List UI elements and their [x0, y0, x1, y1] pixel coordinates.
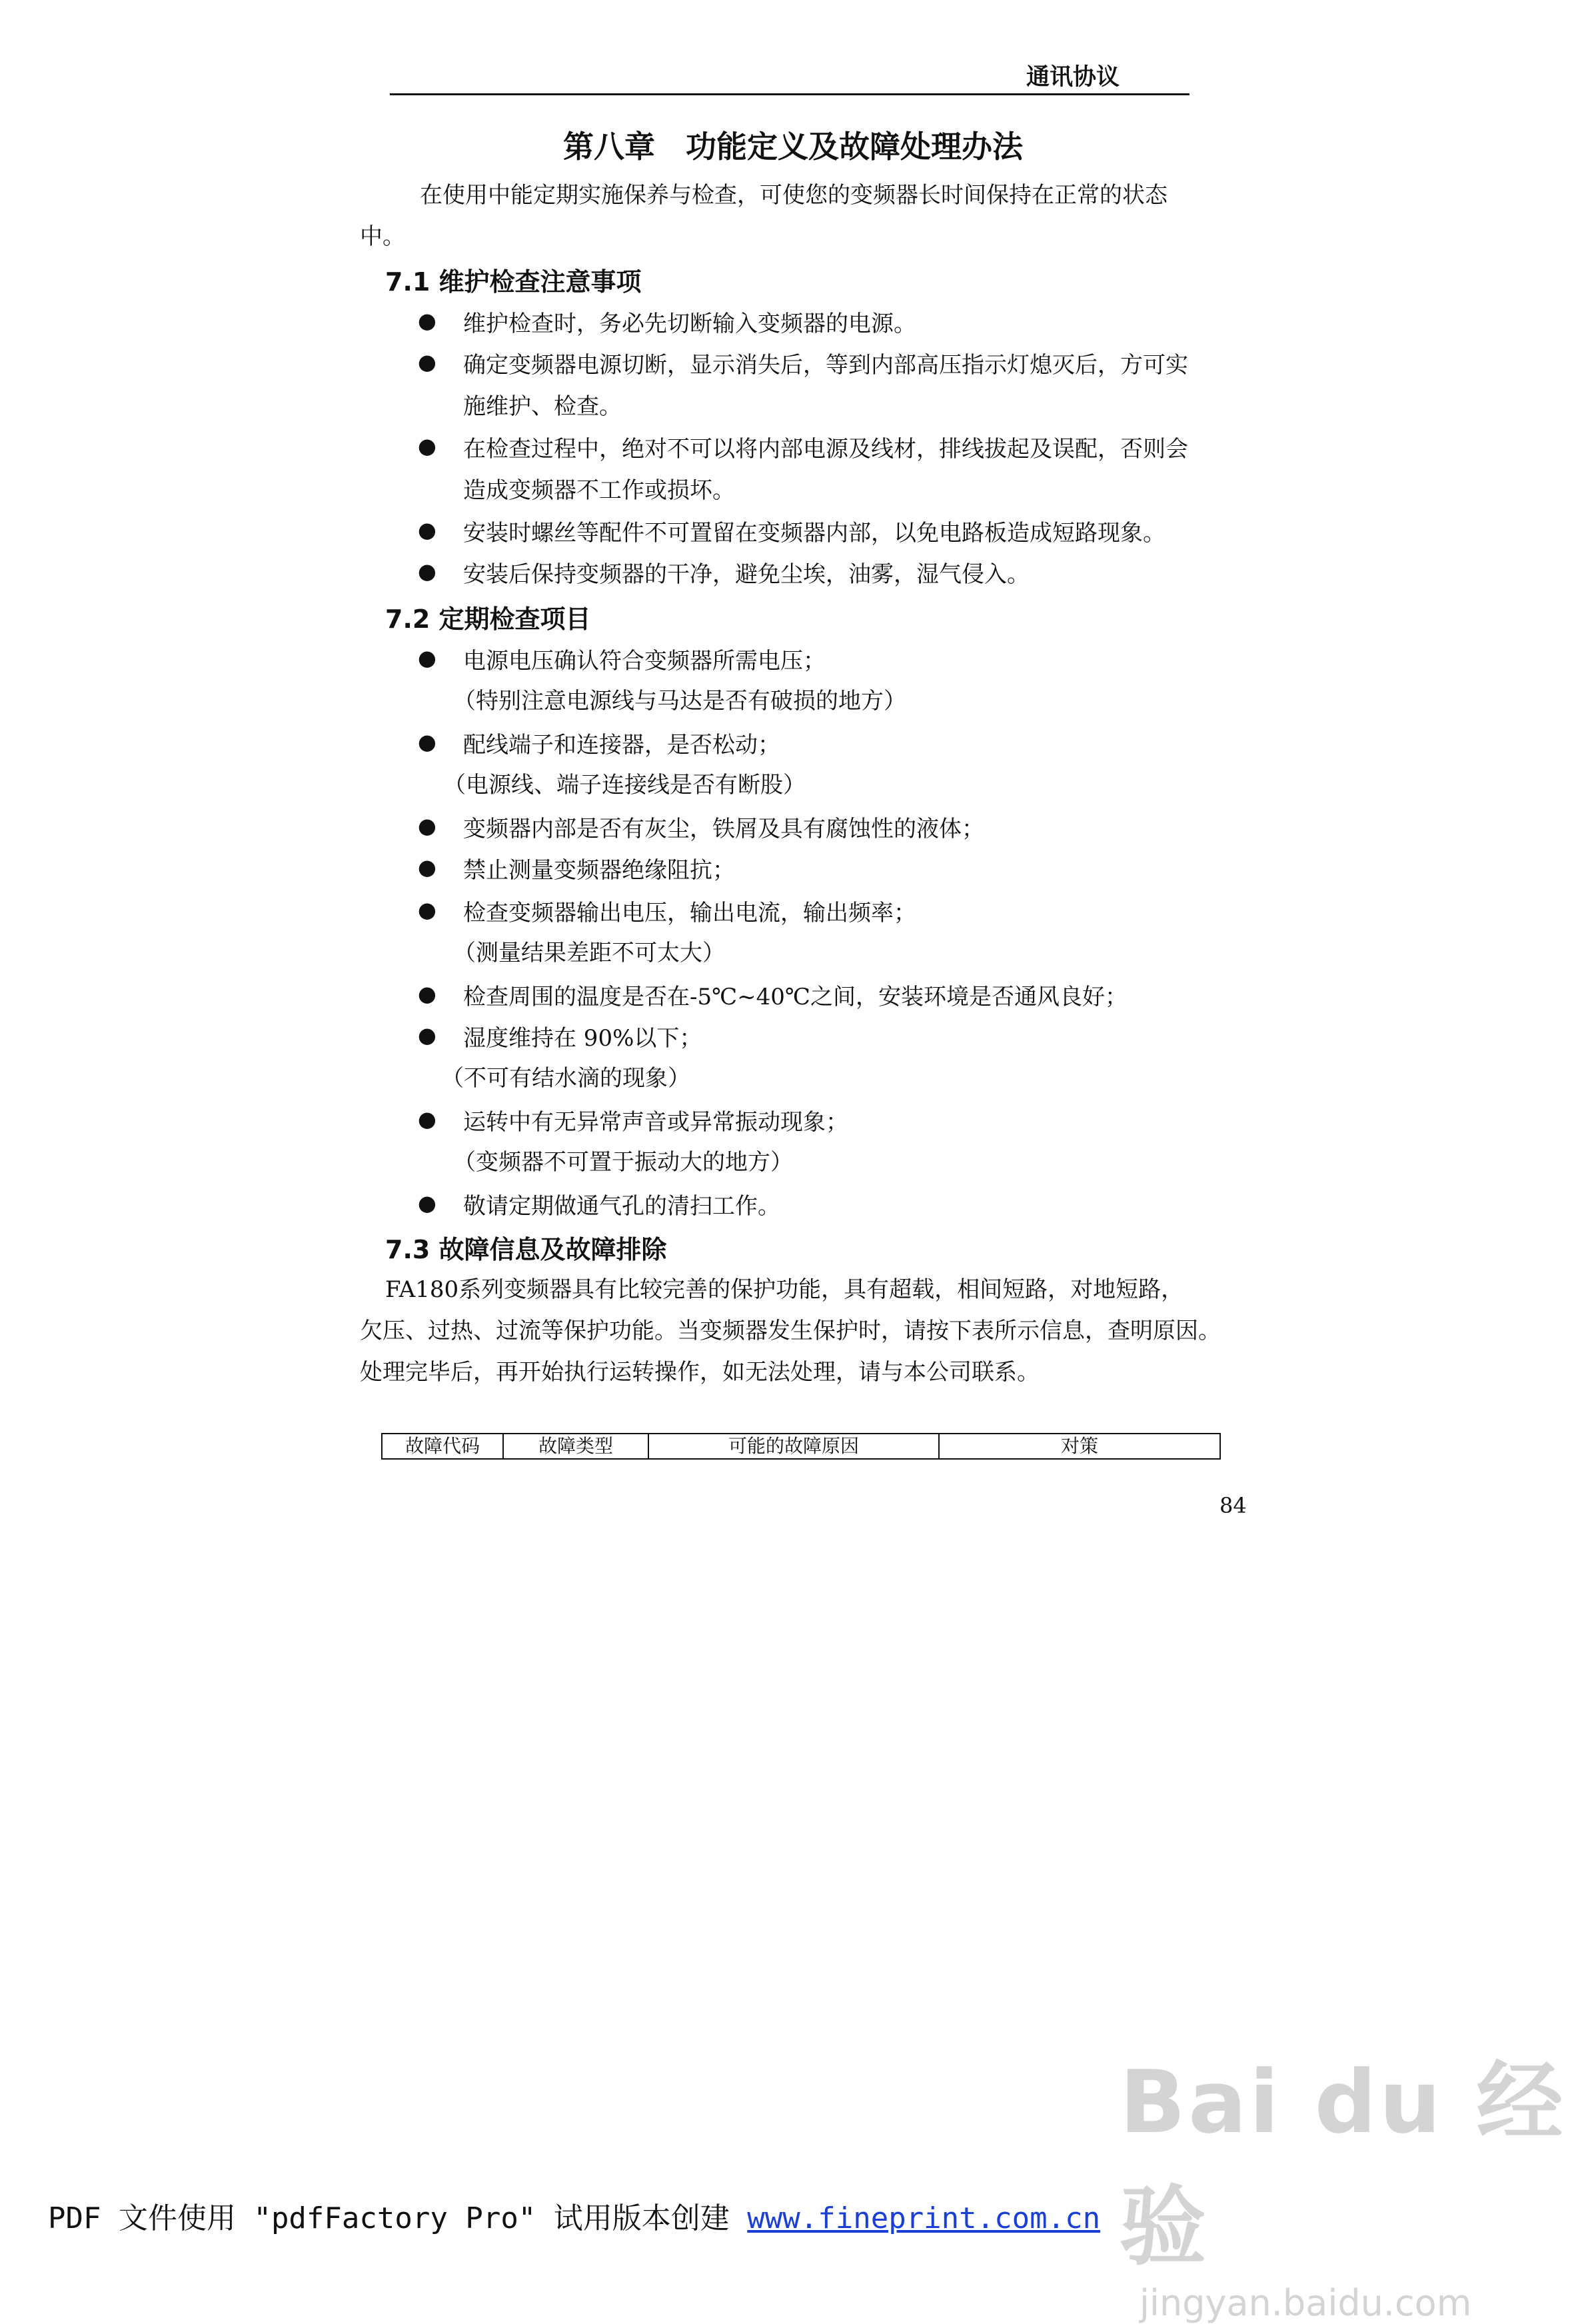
bullet-icon: ●: [418, 897, 436, 922]
s2-item-5-note: （测量结果差距不可太大）: [453, 940, 725, 966]
s1-item-4: 安装时螺丝等配件不可置留在变频器内部，以免电路板造成短路现象。: [463, 520, 1166, 547]
table-header-cell: 故障类型: [504, 1434, 649, 1458]
s3-line-3: 处理完毕后，再开始执行运转操作，如无法处理，请与本公司联系。: [360, 1359, 1040, 1386]
header-rule: [390, 93, 1190, 95]
bullet-icon: ●: [418, 729, 436, 754]
s2-item-4: 禁止测量变频器绝缘阻抗；: [463, 857, 735, 884]
s2-item-6: 检查周围的温度是否在-5℃~40℃之间，安装环境是否通风良好；: [463, 984, 1128, 1010]
watermark-main: Bai du 经验: [1120, 2051, 1566, 2277]
intro-paragraph: [360, 175, 1246, 216]
s2-item-1-note: （特别注意电源线与马达是否有破损的地方）: [453, 688, 906, 714]
footer-text: PDF 文件使用 "pdfFactory Pro" 试用版本创建: [48, 2201, 748, 2235]
s3-line-1: FA180系列变频器具有比较完善的保护功能，具有超载，相间短路，对地短路，: [385, 1276, 1184, 1303]
bullet-icon: ●: [418, 1022, 436, 1048]
s2-item-7-note: （不可有结水滴的现象）: [441, 1065, 690, 1092]
s2-item-7: 湿度维持在 90%以下；: [463, 1025, 702, 1052]
bullet-icon: ●: [418, 1106, 436, 1132]
s2-item-2-note: （电源线、端子连接线是否有断股）: [443, 772, 806, 798]
s1-item-3-line-1: 在检查过程中，绝对不可以将内部电源及线材，排线拔起及误配，否则会: [463, 436, 1188, 463]
bullet-icon: ●: [418, 1190, 436, 1216]
table-header-cell: 故障代码: [383, 1434, 504, 1458]
s2-item-9: 敬请定期做通气孔的清扫工作。: [463, 1193, 780, 1220]
bullet-icon: ●: [418, 813, 436, 838]
section-3-title: 7.3 故障信息及故障排除: [385, 1235, 667, 1264]
watermark-sub: jingyan.baidu.com: [1140, 2282, 1472, 2324]
s2-item-3: 变频器内部是否有灰尘，铁屑及具有腐蚀性的液体；: [463, 816, 984, 842]
s1-item-3: [463, 429, 1249, 511]
table-header-cell: 可能的故障原因: [649, 1434, 940, 1458]
s1-item-2: [463, 345, 1249, 427]
s1-item-5: 安装后保持变频器的干净，避免尘埃，油雾，湿气侵入。: [463, 561, 1030, 588]
s3-line-2: 欠压、过热、过流等保护功能。当变频器发生保护时，请按下表所示信息，查明原因。: [360, 1318, 1221, 1344]
section-2-title: 7.2 定期检查项目: [385, 604, 591, 634]
bullet-icon: ●: [418, 517, 436, 543]
s2-item-8-note: （变频器不可置于振动大的地方）: [453, 1149, 793, 1176]
intro-line-1: 在使用中能定期实施保养与检查，可使您的变频器长时间保持在正常的状态: [420, 182, 1168, 209]
s1-item-2-line-2: 施维护、检查。: [463, 393, 622, 420]
s2-item-1: 电源电压确认符合变频器所需电压；: [463, 648, 826, 674]
intro-line-2: 中。: [360, 223, 405, 250]
bullet-icon: ●: [418, 854, 436, 880]
baidu-watermark: [1120, 2033, 1586, 2324]
bullet-icon: ●: [418, 433, 436, 459]
header-title: 通讯协议: [1026, 64, 1120, 91]
footer-link[interactable]: www.fineprint.com.cn: [747, 2201, 1101, 2235]
s2-item-2: 配线端子和连接器，是否松动；: [463, 732, 780, 758]
bullet-icon: ●: [418, 308, 436, 333]
s1-item-3-line-2: 造成变频器不工作或损坏。: [463, 477, 735, 504]
s1-item-2-line-1: 确定变频器电源切断，显示消失后，等到内部高压指示灯熄灭后，方可实: [463, 352, 1188, 379]
chapter-title: 第八章 功能定义及故障处理办法: [563, 129, 1023, 165]
s2-item-5: 检查变频器输出电压，输出电流，输出频率；: [463, 900, 916, 926]
s1-item-1: 维护检查时，务必先切断输入变频器的电源。: [463, 311, 916, 337]
page-number: 84: [1219, 1493, 1247, 1518]
bullet-icon: ●: [418, 559, 436, 584]
bullet-icon: ●: [418, 349, 436, 375]
table-header-cell: 对策: [1060, 1435, 1098, 1457]
bullet-icon: ●: [418, 645, 436, 670]
section-1-title: 7.1 维护检查注意事项: [385, 267, 642, 297]
s2-item-8: 运转中有无异常声音或异常振动现象；: [463, 1109, 848, 1136]
footer: [48, 2194, 1100, 2237]
fault-table-header: [381, 1433, 1221, 1460]
bullet-icon: ●: [418, 981, 436, 1006]
